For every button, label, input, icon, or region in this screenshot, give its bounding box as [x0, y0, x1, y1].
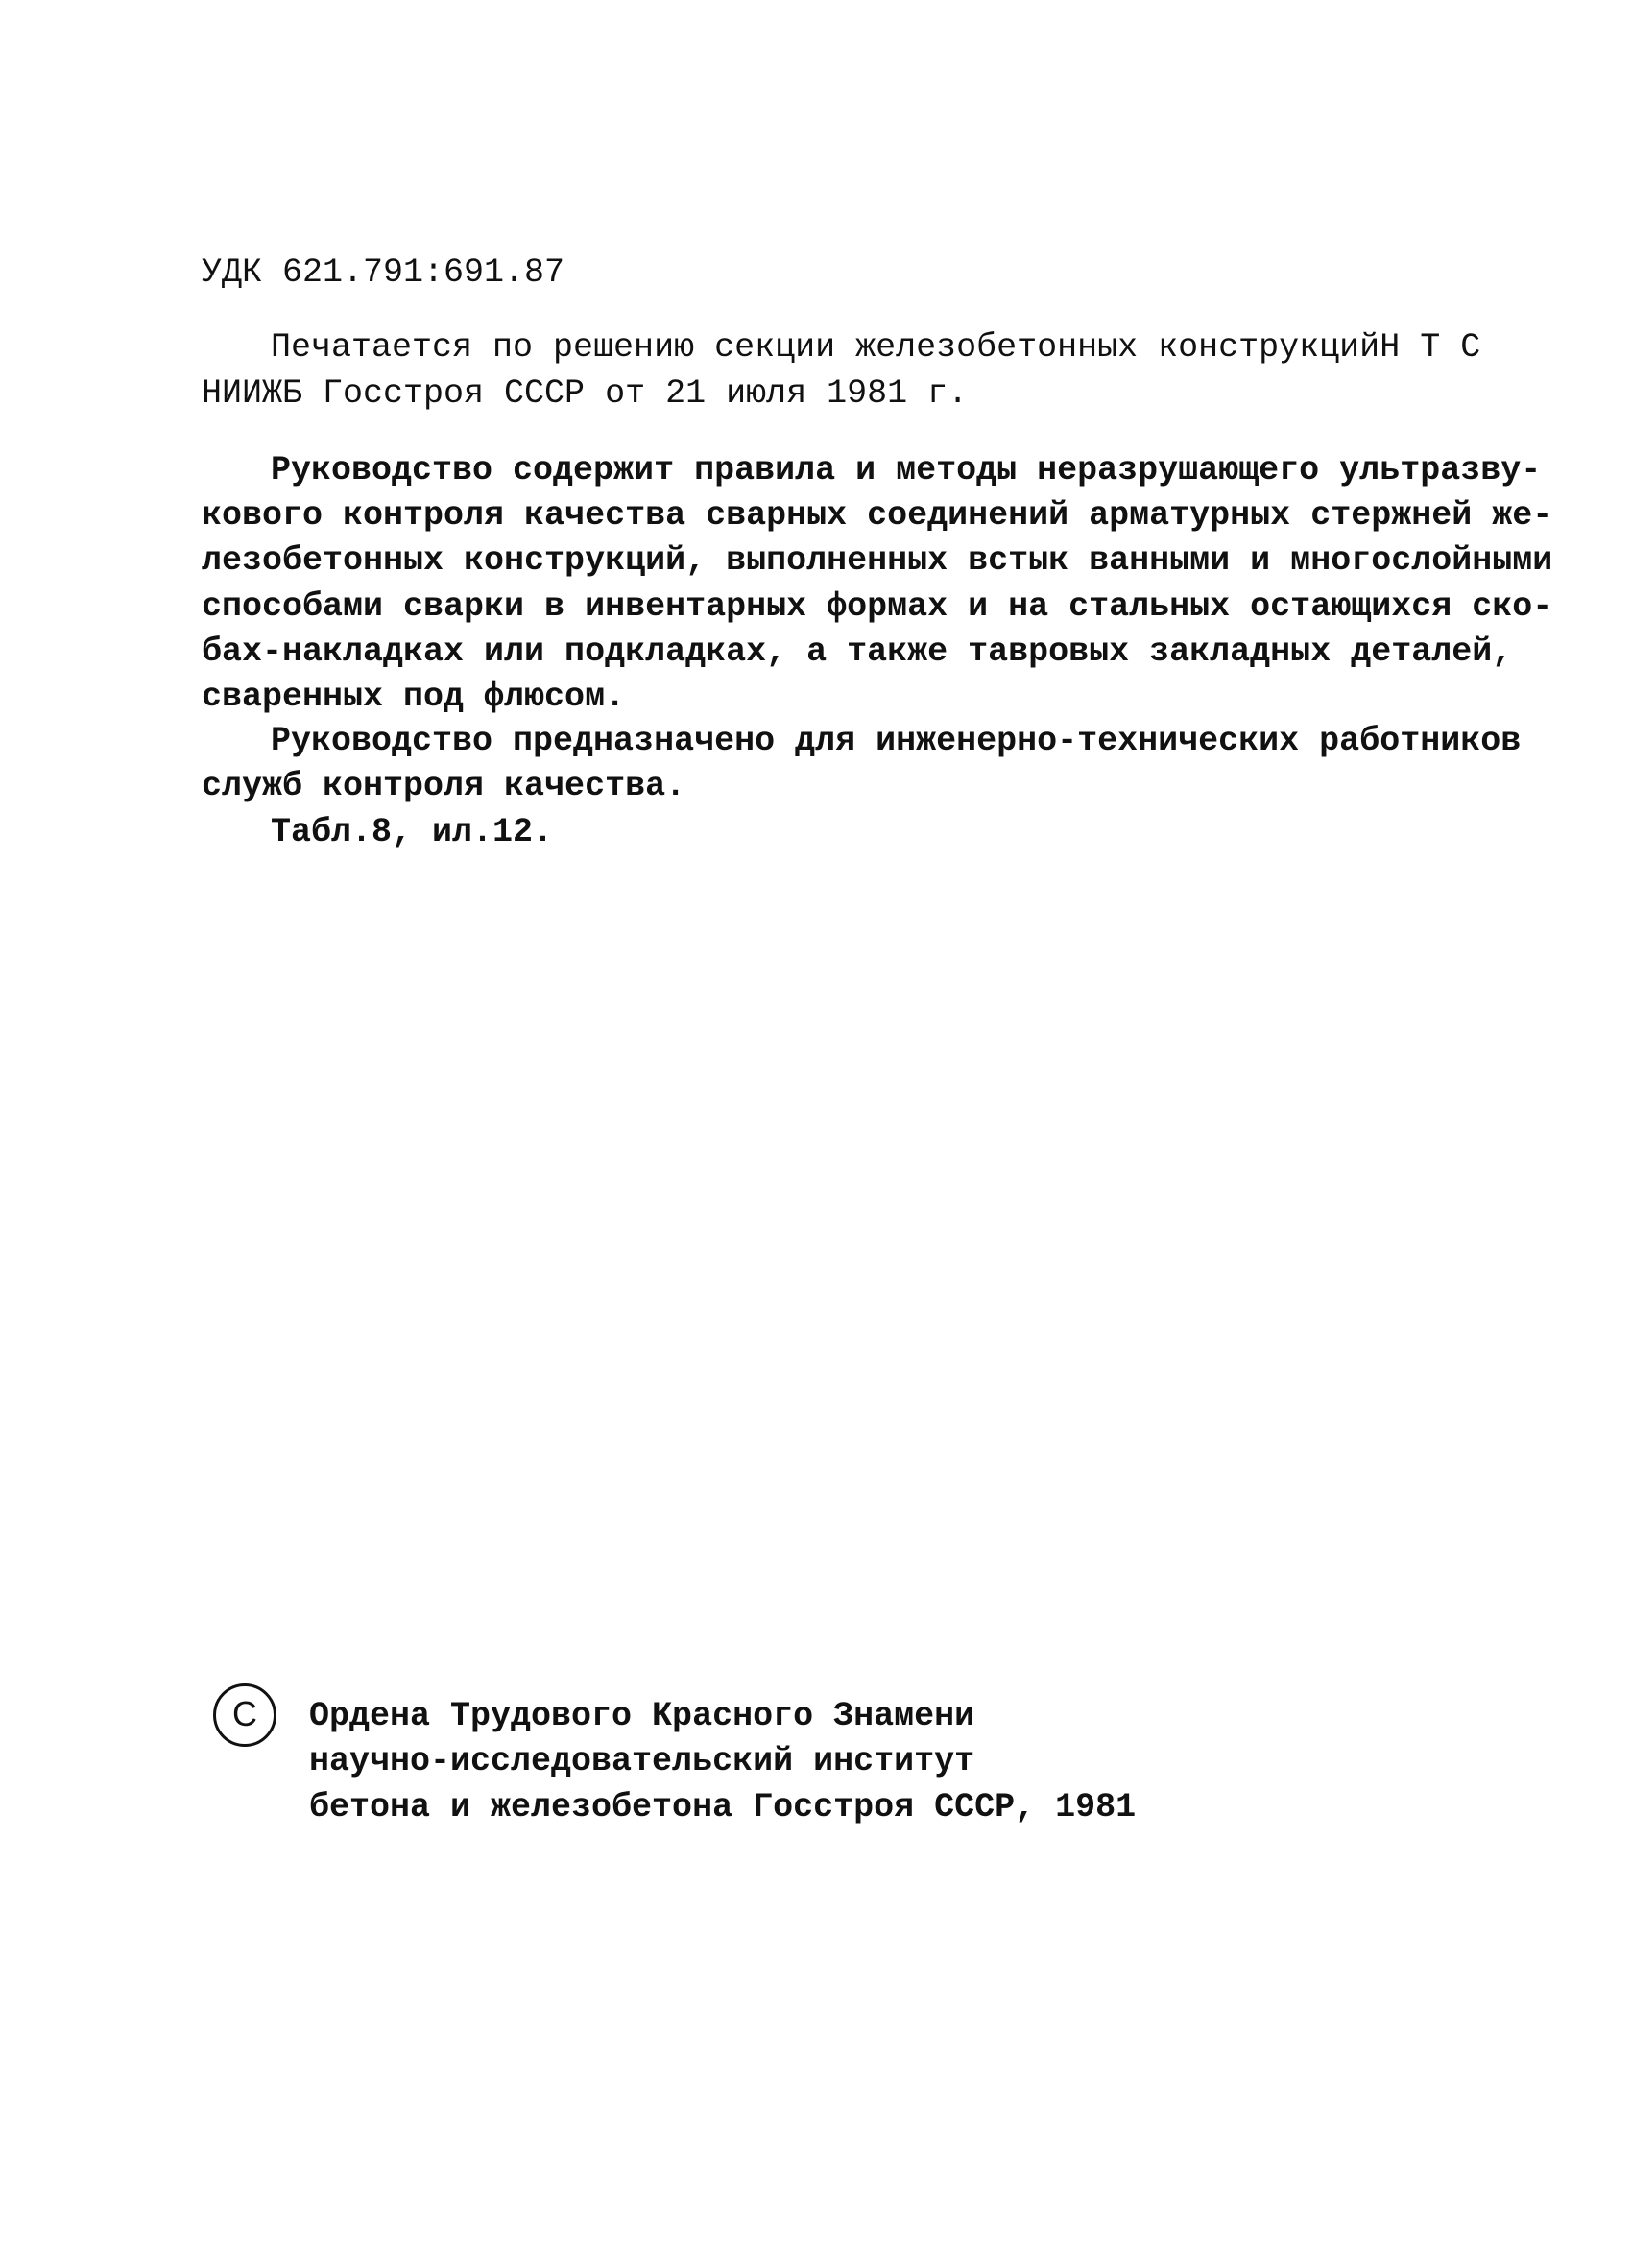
abstract-line-1: Руководство содержит правила и методы неразрушающего ультразву-	[271, 451, 1542, 489]
tables-illustrations-count: Табл.8, ил.12.	[271, 813, 554, 851]
copyright-line-2: научно-исследовательский институт	[309, 1742, 975, 1780]
abstract-line-3: лезобетонных конструкций, выполненных встык ванными и многослойными	[202, 541, 1553, 580]
copyright-symbol-icon: C	[213, 1683, 276, 1747]
abstract-line-4: способами сварки в инвентарных формах и на стальных остающихся ско-	[202, 587, 1553, 626]
abstract-line-6: сваренных под флюсом.	[202, 678, 626, 716]
approval-text-tail: Н Т С	[1380, 328, 1481, 367]
purpose-line-2: служб контроля качества.	[202, 767, 686, 805]
copyright-line-3: бетона и железобетона Госстроя СССР, 1981	[309, 1788, 1137, 1826]
copyright-line-1: Ордена Трудового Красного Знамени	[309, 1697, 975, 1735]
approval-line-2: НИИЖБ Госстроя СССР от 21 июля 1981 г.	[202, 374, 969, 413]
abstract-line-5: бах-накладках или подкладках, а также тавровых закладных деталей,	[202, 633, 1513, 671]
abstract-line-2: кового контроля качества сварных соединений арматурных стержней же-	[202, 496, 1553, 535]
approval-text-main: Печатается по решению секции железобетонных конструкций	[271, 328, 1380, 367]
purpose-line-1: Руководство предназначено для инженерно-технических работников	[271, 722, 1522, 760]
approval-line-1	[202, 326, 1481, 369]
udk-code: УДК 621.791:691.87	[202, 253, 565, 292]
